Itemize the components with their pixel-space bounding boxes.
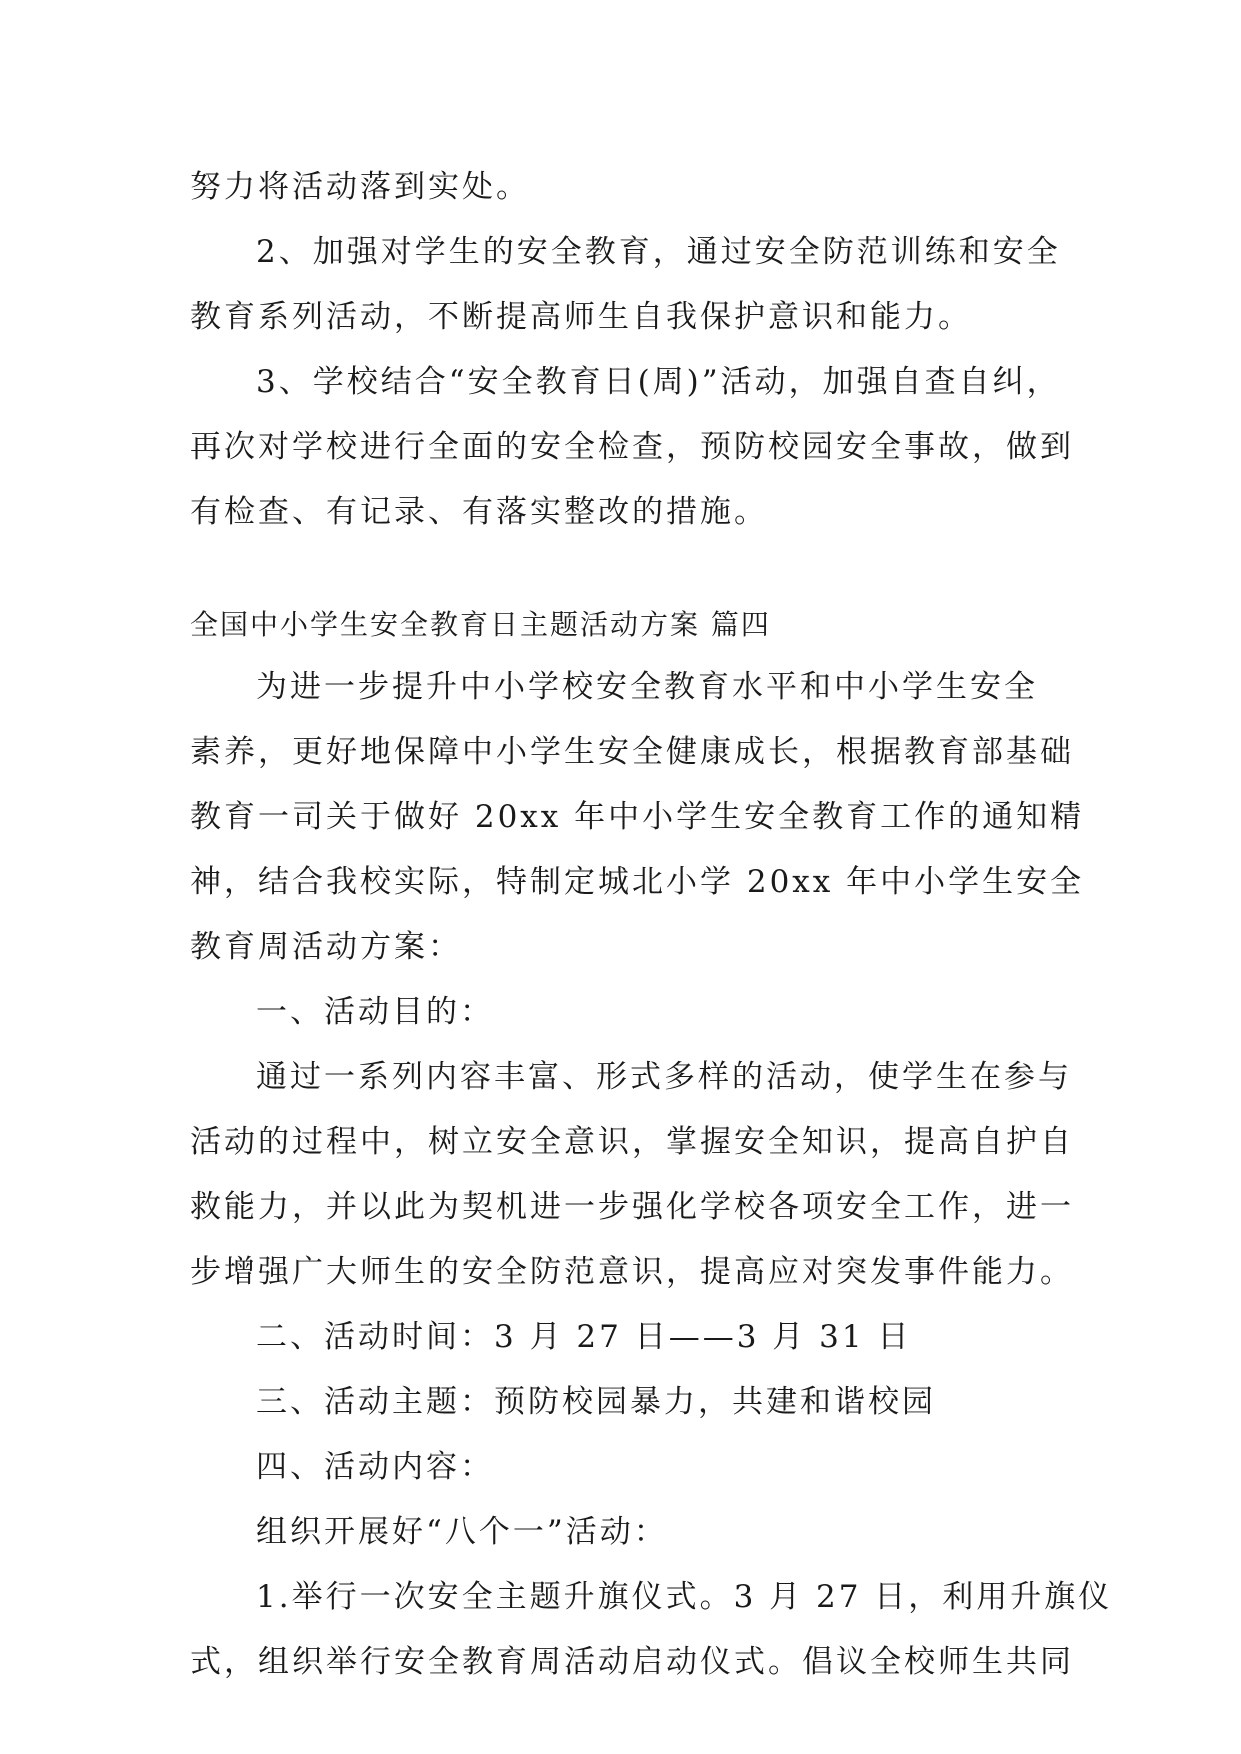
paragraph-line: 有检查、有记录、有落实整改的措施。: [190, 494, 768, 530]
paragraph-line: 步增强广大师生的安全防范意识，提高应对突发事件能力。: [190, 1254, 1074, 1290]
section-heading: 全国中小学生安全教育日主题活动方案 篇四: [190, 608, 771, 641]
paragraph-line: 组织开展好“八个一”活动：: [256, 1514, 668, 1550]
document-body: [190, 155, 1113, 1695]
paragraph-line: 为进一步提升中小学校安全教育水平和中小学生安全: [256, 669, 1038, 705]
paragraph-line: 努力将活动落到实处。: [190, 169, 530, 205]
subheading-content: 四、活动内容：: [256, 1449, 494, 1485]
paragraph-line: 3、学校结合“安全教育日(周)”活动，加强自查自纠，: [256, 364, 1061, 400]
section-gap: [190, 545, 1050, 595]
paragraph-line: 活动的过程中，树立安全意识，掌握安全知识，提高自护自: [190, 1124, 1074, 1160]
paragraph-line: 神，结合我校实际，特制定城北小学 20xx 年中小学生安全: [190, 864, 1085, 900]
paragraph-line: 教育周活动方案：: [190, 929, 462, 965]
paragraph-line: 通过一系列内容丰富、形式多样的活动，使学生在参与: [256, 1059, 1072, 1095]
paragraph-line: 1.举行一次安全主题升旗仪式。3 月 27 日，利用升旗仪: [256, 1579, 1113, 1615]
subheading-theme: 三、活动主题：预防校园暴力，共建和谐校园: [256, 1384, 936, 1420]
paragraph-line: 再次对学校进行全面的安全检查，预防校园安全事故，做到: [190, 429, 1074, 465]
subheading-time: 二、活动时间：3 月 27 日——3 月 31 日: [256, 1319, 912, 1355]
paragraph-line: 救能力，并以此为契机进一步强化学校各项安全工作，进一: [190, 1189, 1074, 1225]
paragraph-line: 教育系列活动，不断提高师生自我保护意识和能力。: [190, 299, 972, 335]
paragraph-line: 2、加强对学生的安全教育，通过安全防范训练和安全: [256, 234, 1061, 270]
paragraph-line: 式，组织举行安全教育周活动启动仪式。倡议全校师生共同: [190, 1644, 1074, 1680]
paragraph-line: 素养，更好地保障中小学生安全健康成长，根据教育部基础: [190, 734, 1074, 770]
subheading-purpose: 一、活动目的：: [256, 994, 494, 1030]
paragraph-line: 教育一司关于做好 20xx 年中小学生安全教育工作的通知精: [190, 799, 1085, 835]
